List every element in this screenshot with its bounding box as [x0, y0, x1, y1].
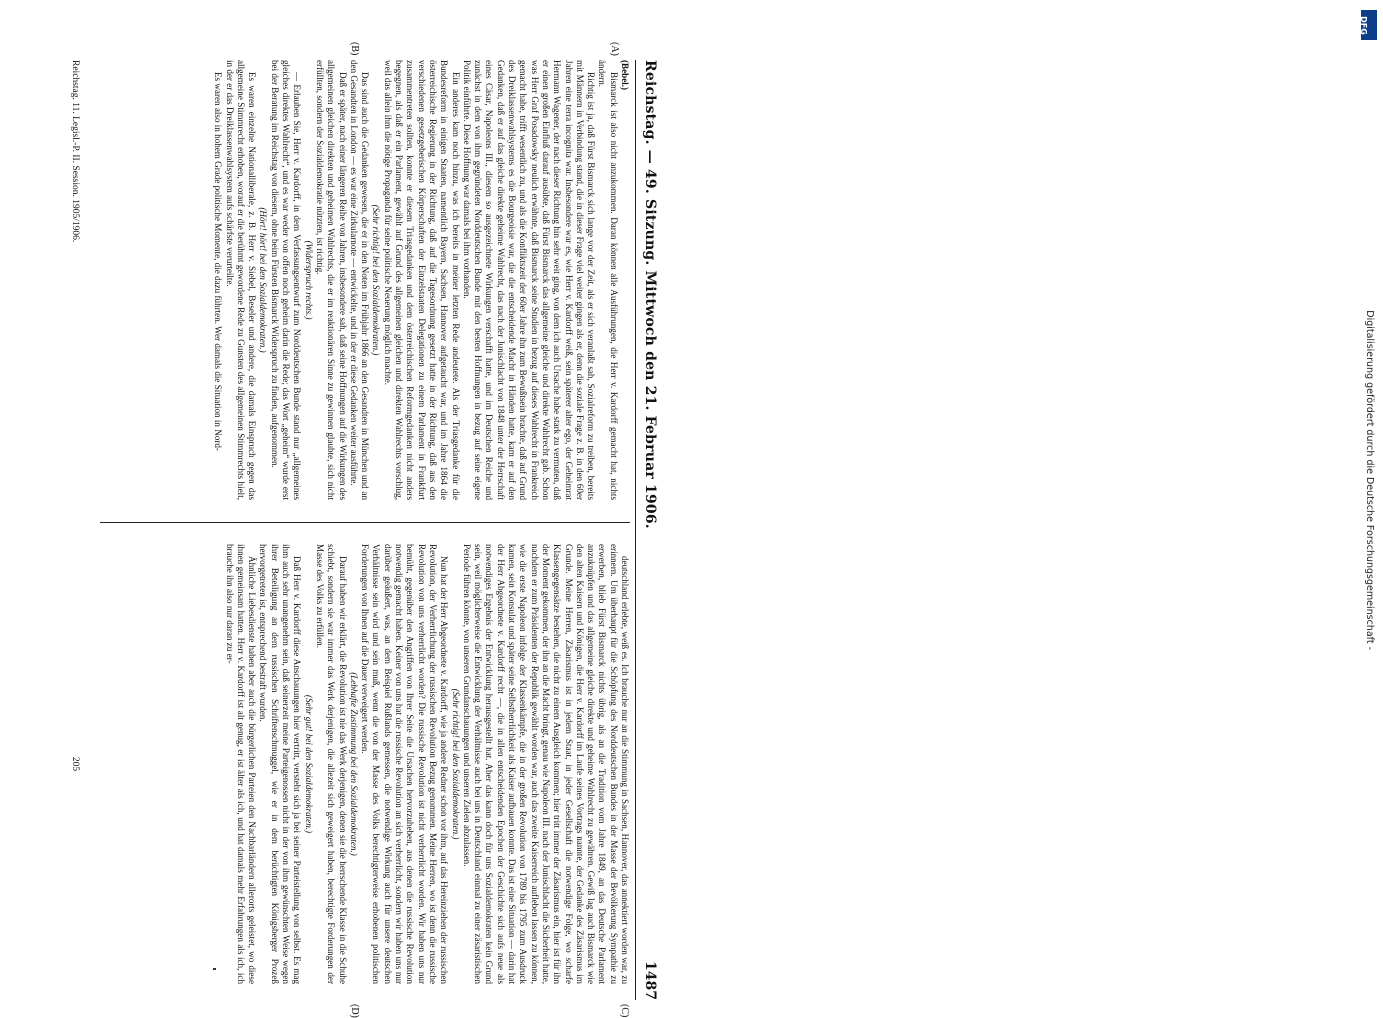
- printed-page-rotated: [60, 42, 660, 1018]
- paragraph: Darauf haben wir erklärt, die Revolution ist nie das Werk derjenigen, denen sie die herrschende Klasse in die Schuhe schiebt, sondern sie war immer das Werk derjenigen, die allezeit sich geweigert haben, berechtigte Forderungen der Masse des Volks zu erfüllen.: [314, 544, 348, 984]
- paragraph: Das sind auch die Gedanken gewesen, die er in den Noten im Frühjahr 1866 an den Gesandten in München und an den Gesandten in London — es war eine Zirkularnote — entwickelte, und in der er diese Gedanken weiter ausführte.: [348, 60, 371, 500]
- scan-speck: [213, 968, 216, 970]
- interjection: (Sehr richtig! bei den Sozialdemokraten.): [371, 204, 382, 356]
- interjection: (Lebhafte Zustimmung bei den Sozialdemokraten.): [348, 672, 359, 856]
- interjection: (Sehr gut! bei den Sozialdemokraten.): [303, 694, 314, 834]
- paragraph: deutschland erlebte, weiß es. Ich brauche nur an die Stimmung in Sachsen, Hannover, das annektiert worden war, zu erinnern. Um überhaupt für die Schöpfung des Norddeutschen Bundes in der Masse der Bevölkerung Sympathie zu erwerben, blieb Fürst Bismarck nichts übrig, als an die Tradition vom Jahre 1849, an das Deutsche Parlament anzuknüpfen und das allgemeine gleiche direkte und geheime Wahlrecht zu gewähren. Gewiß lag auch Bismarck wie den alten Kaisern und Königen, die Herr v. Kardorff im Laufe seines Vortrags nannte, der Gedanke des Zäsarismus im Grunde. Meine Herren, Zäsarismus ist in jedem Staat, in jeder Gesellschaft die notwendige Folge, wo scharfe Klassengegensätze bestehen, die nicht zu einem Ausgleich kommen; hier tritt immer der Zäsarismus ein, hier ist für ihn der Moment gekommen, der ihn an die Macht bringt, genau wie Napoleon III. nach der Junischlacht die Sicherheit hatte, nachdem er zum Präsidenten der Republik gewählt worden war, auch das zweite Kaiserreich aufleben lassen zu können, wie die erste Napoleon infolge der Klassenkämpfe, die in der großen Revolution von 1789 bis 1795 zum Ausdruck kamen, sein Konsulat und später seine Selbstherrlichkeit als Kaiser aufbauen konnte. Das ist eine Situation — darin hat der Herr Abgeordnete v. Kardorff recht —, die in allen entscheidenden Epochen der Geschichte sich aufs neue als notwendiges Ergebnis der Entwicklung herausgestellt hat. Aber das kann doch für uns Sozialdemokraten kein Grund sein, weil möglicherweise die Entwicklung der Verhältnisse auch bei uns in Deutschland einmal zu einer zäsaristischen Periode führen könnte, von unseren Grundanschauungen und unseren Zielen abzulassen.: [461, 544, 630, 984]
- paragraph: Daß Herr v. Kardorff diese Anschauungen hier vertritt, versteht sich ja bei seiner Parteistellung von selbst. Es mag ihm auch sehr unangenehm sein, daß seinerzeit meine Parteigenossen nicht in der von ihm gewünschten Weise wegen ihrer Beteiligung an dem russischen Schriftenschmuggel, wie er in dem berüchtigten Königsberger Prozeß hervorgetreten ist, entsprechend bestraft wurden.: [258, 544, 303, 984]
- interjection: (Widerspruch rechts.): [303, 240, 314, 320]
- right-column: [90, 544, 630, 984]
- interjection: (Sehr richtig! bei den Sozialdemokraten.): [450, 688, 461, 840]
- paragraph: Es waren also in hohem Grade politische Momente, die dazu führten. Wer damals die Situation in Nord-: [213, 72, 224, 451]
- page-number: 1487: [642, 961, 658, 1000]
- footer-sheet-number: 205: [70, 756, 80, 772]
- paragraph: Es waren einzelne Nationalliberale, z. B. Herr v. Siebel, Beseler und andere, die damals Einspruch gegen das allgemeine Stimmrecht erhoben, worauf er die berühmt gewordene Rede zu Gunsten des allgemeinen Stimmrechts hielt, in der er das Dreiklassenwahlsystem aufs schärfste verurteilte.: [224, 60, 258, 500]
- paragraph: Nun hat der Herr Abgeordnete v. Kardorff, wie ja andere Redner schon vor ihm, auf das Hereinziehen der russischen Revolution, der Verherrlichung der russischen Revolution Bezug genommen. Meine Herren, wo ist denn die russische Revolution von uns verherrlicht worden? Die russische Revolution ist nicht verherrlicht worden. Wir haben uns nur bemüht, gegenüber den Angriffen von Ihrer Seite die Ursachen hervorzuheben, aus denen die russische Revolution notwendig gemacht haben. Keiner von uns hat die russische Revolution an sich verherrlicht, sondern wir haben uns nur darüber geäußert, was, an dem Beispiel Rußlands gemessen, die notwendige Wirkung auch für unsere deutschen Verhältnisse sein wird und sein muß, wenn die von der Masse des Volks berechtigterweise erhobenen politischen Forderungen von Ihnen auf die Dauer verweigert werden.: [360, 544, 450, 984]
- dfg-logo: [1358, 10, 1377, 40]
- speaker-name: (Bebel.): [620, 60, 630, 91]
- digitization-credit-text: Digitalisierung gefördert durch die Deutsche Forschungsgemeinschaft -: [1364, 310, 1375, 650]
- margin-marker-d: (D): [349, 1004, 360, 1018]
- paragraph: Bismarck ist also nicht anzukommen. Daran können alle Ausführungen, die Herr v. Kardorff gemacht hat, nichts ändern.: [597, 60, 619, 500]
- paragraph: Richtig ist ja, daß Fürst Bismarck sich lange vor der Zeit, als er sich veranlaßt sah, Sozialreform zu treiben, bereits mit Männern in Verbindung stand, die in dieser Frage viel weiter gingen als er, denn die soziale Frage z. B. in den 60er Jahren eine terra incognita war. Insbesondere war es, wie Herr v. Kardorff weiß, sein späterer alter ego, der Geheimrat Hermann Wagener, der nach dieser Richtung hin sehr weit ging, von dem ich auch Ursache habe stark zu vermuten, daß er einen großen Einfluß darauf ausübte, daß Fürst Bismarck das allgemeine gleiche und direkte Wahlrecht gab. Schon was Herr Graf Posadowsky neulich erwähnte, daß Bismarck seine Studien in bezug auf dieses Wahlrecht in Frankreich gemacht habe, trifft wesentlich zu, und als die Konfliktszeit der 60er Jahre ihn zum Bewußtsein brachte, daß auf Grund des Dreiklassenwahlsystems es die Bourgeoisie war, die die entscheidende Macht in Händen hatte, kam er auf den Gedanken, daß er auf das gleiche direkte geheime Wahlrecht, das nach der Junischlacht von 1848 unter der Herrschaft eines Cäsar, Napoleons III., diesem so ausgezeichnete Wirkungen verschafft hatte, und im Deutschen Reiche und zunächst in dem von ihm gegründeten Norddeutschen Bunde mit den besten Hoffnungen in bezug auf seine eigene Politik einführte. Diese Hoffnung war damals bei ihm vorhanden.: [461, 60, 597, 500]
- interjection: (Hört! hört! bei den Sozialdemokraten.): [258, 207, 269, 353]
- header-rule: [635, 60, 636, 1000]
- paragraph: — Erlauben Sie, Herr v. Kardorff, in dem Verfassungsentwurf zum Norddeutschen Bunde stand nur „allgemeines gleiches direktes Wahlrecht“, und es war weder von offen noch geheim darin die Rede; das Wort „geheim“ wurde erst bei der Beratung im Reichstag von diesem, ohne beim Fürsten Bismarck Widerspruch zu finden, aufgenommen.: [269, 60, 303, 500]
- paragraph: Daß er später, nach einer längeren Reihe von Jahren, insbesondere sah, daß seine Hoffnungen auf die Wirkungen des allgemeinen gleichen direkten und geheimen Wahlrechts, die er im reaktionären Sinne zu gewinnen glaubte, sich nicht erfüllten, sondern der Sozialdemokratie nützten, ist richtig.: [314, 60, 348, 500]
- dfg-logo-text: DFG: [1358, 16, 1368, 35]
- margin-marker-a: (A): [609, 42, 620, 56]
- margin-marker-c: (C): [619, 1004, 630, 1018]
- running-head: [634, 60, 660, 1000]
- footer-session: Reichstag. 11. Legisl.-P. II. Session. 1905/1906.: [70, 60, 80, 243]
- paragraph: Ähnliche Liebesdienste haben aber auch die bürgerlichen Parteien den Nachbarländern allerorts geleistet, wo diese ihnen gemeinsam hatten. Herr v. Kardorff ist alt genug, er ist älter als ich, und hat damals mehr Erfahrungen als ich, ich brauche ihn also nur daran zu er-: [224, 544, 258, 984]
- column-divider: [100, 522, 630, 523]
- running-head-title: Reichstag. — 49. Sitzung. Mittwoch den 21. Februar 1906.: [642, 60, 658, 529]
- margin-marker-b: (B): [349, 42, 360, 56]
- digitization-credit: [1359, 10, 1379, 650]
- left-column: [90, 60, 630, 500]
- paragraph: Ein anderes kam noch hinzu, was ich bereits in meiner letzten Rede andeutete. Als der Triasgedanke für die Bundesreform in einigen Staaten, namentlich Bayern, Sachsen, Hannover aufgetaucht war, und im Jahre 1864 die österreichische Regierung in der Richtung, daß auf die Tagesordnung gesetzt hatte in der Richtung, daß aus den verschiedenen gesetzgeberischen Körperschaften der Einzelstaaten Delegationen zu einem Parlament in Frankfurt zusammentreten sollten, konnte er diesem Triasgedanken und dem österreichischen Reformgedanken nicht anders begegnen, als daß er ein Parlament, gewählt auf Grund des allgemeinen gleichen und direkten Wahlrechts vorschlug, weil das allein ihm die nötige Propaganda für seine politische Neuerung möglich machte.: [382, 60, 461, 500]
